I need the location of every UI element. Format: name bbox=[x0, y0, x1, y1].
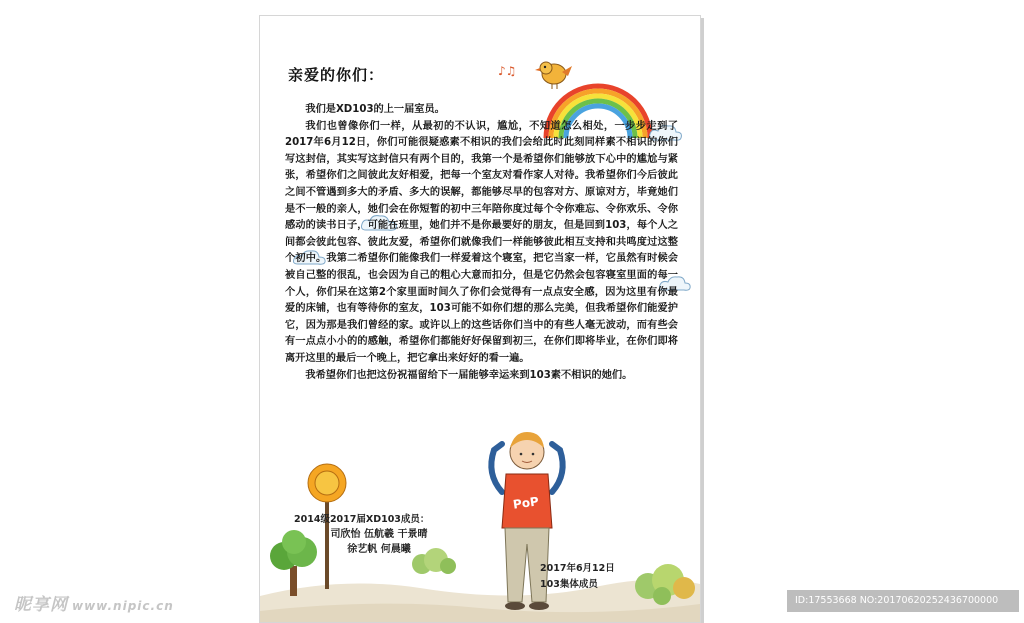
bird-icon bbox=[532, 56, 574, 90]
signature-members-line-1: 司欣怡 伍航羲 干景晴 bbox=[330, 529, 428, 540]
watermark-site: 昵享网 bbox=[14, 595, 68, 615]
closing-sender: 103集体成员 bbox=[540, 579, 598, 590]
watermark-url: www.nipic.cn bbox=[72, 599, 174, 613]
letter-paragraph-1: 我们是XD103的上一届室员。 bbox=[305, 104, 445, 115]
letter-paragraph-2: 我们也曾像你们一样，从最初的不认识，尴尬，不知道怎么相处，一步步走到了2017年6月12日，你们可能很疑惑素不相识的我们会给此时此刻同样素不相识的你们写这封信，其实写这封信只有两个目的，我第一个是希望你们能够放下心中的尴尬与紧张，希望你们之间彼此友好相爱，把每一个室友对看作家人对待。我希望你们今后彼此之间不管遇到多大的矛盾、多大的误解，都能够尽早的包容对方、原谅对方，毕竟她们是不一般的亲人，她们会在你短暂的初中三年陪你度过每个令你难忘、令你欢乐、令你感动的读书日子，可能在班里，她们并不是你最要好的朋友，但是回到103，每个人之间都会彼此包容、彼此友爱，希望你们就像我们一样能够彼此相互支持和共鸣度过这整个初中。我第二希望你们能像我们一样爱着这个寝室，把它当家一样，它虽然有时候会被自己整的很乱，也会因为自己的粗心大意而扣分，但是它仍然会包容寝室里面的每一个人，你们呆在这第2个家里面时间久了你们会觉得有一点点安全感，因为这里有你最爱的床铺，也有等待你的室友，103可能不如你们想的那么完美，但我希望你们能爱护它，因为那是我们曾经的家。或许以上的这些话你们当中的有些人毫无波动，而有些会有一点点小小的的感触，希望你们都能好好保留到初三，在你们即将毕业，在你们即将离开这里的最后一个晚上，把它拿出来好好的看一遍。 bbox=[285, 120, 678, 364]
watermark bbox=[14, 590, 174, 615]
signature-members-line-2: 徐艺帆 何晨曦 bbox=[347, 544, 411, 555]
letter-page bbox=[259, 15, 701, 623]
signature-block bbox=[294, 512, 464, 557]
letter-body bbox=[285, 102, 678, 384]
svg-text:♪♫: ♪♫ bbox=[498, 64, 517, 78]
signature-group-line: 2014级2017届XD103成员： bbox=[294, 514, 430, 525]
closing-block bbox=[540, 561, 660, 593]
music-note-icon bbox=[498, 62, 528, 78]
closing-date: 2017年6月12日 bbox=[540, 563, 615, 574]
letter-paragraph-3: 我希望你们也把这份祝福留给下一届能够幸运来到103素不相识的她们。 bbox=[305, 369, 633, 381]
shirt-text: PoP bbox=[512, 494, 540, 512]
image-id-bar: ID:17553668 NO:20170620252436700000 bbox=[787, 590, 1019, 612]
letter-heading: 亲爱的你们： bbox=[288, 66, 385, 84]
